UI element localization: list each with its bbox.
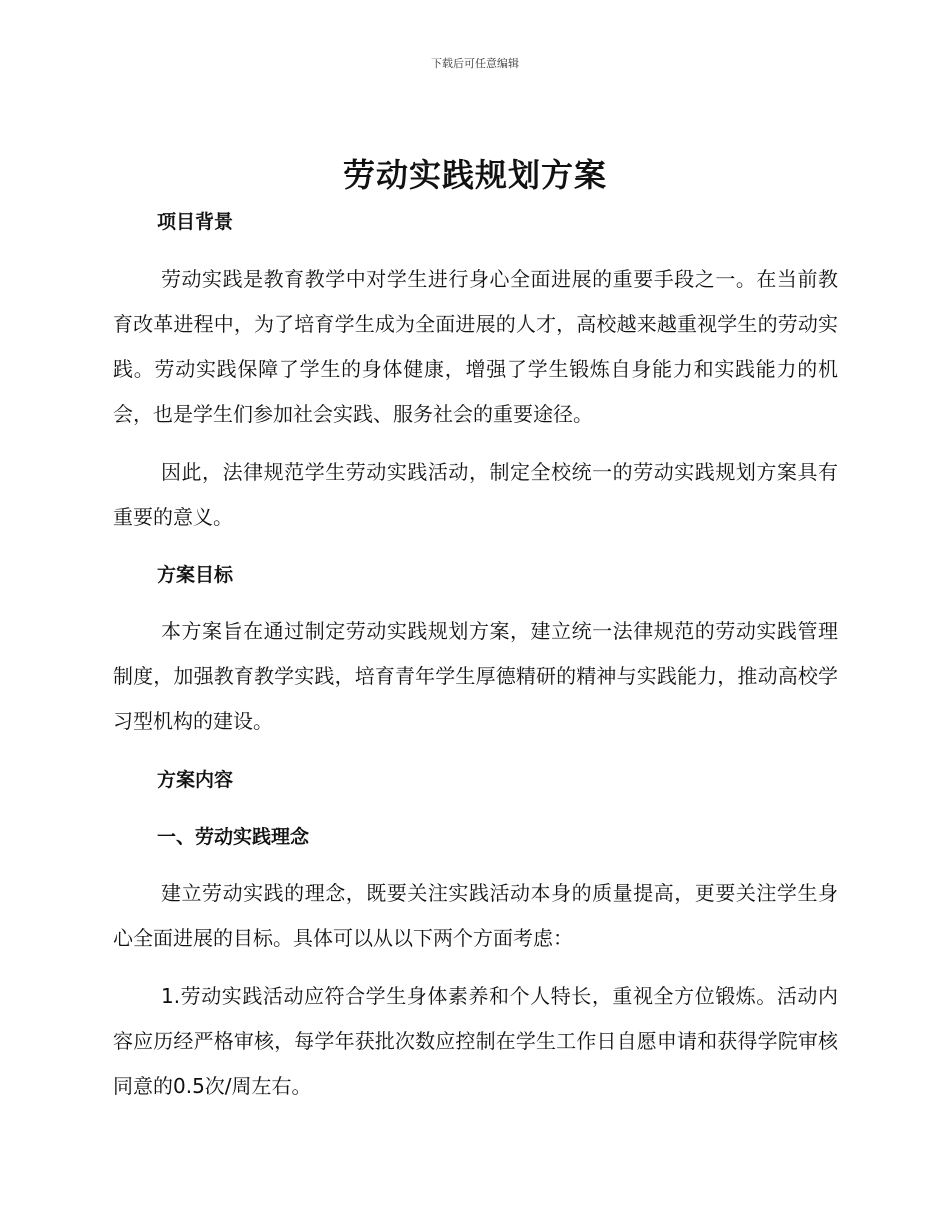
concept-paragraph-1: 建立劳动实践的理念，既要关注实践活动本身的质量提高，更要关注学生身心全面进展的目标。具体可以从以下两个方面考虑： [113, 881, 838, 950]
header-note: 下载后可任意编辑 [431, 57, 519, 70]
section-heading-goal: 方案目标 [157, 564, 234, 586]
subsection-heading-concept: 一、劳动实践理念 [157, 826, 310, 848]
section-heading-content: 方案内容 [157, 769, 234, 791]
background-paragraph-2: 因此，法律规范学生劳动实践活动，制定全校统一的劳动实践规划方案具有重要的意义。 [113, 460, 838, 529]
background-paragraph-1: 劳动实践是教育教学中对学生进行身心全面进展的重要手段之一。在当前教育改革进程中，为了培育学生成为全面进展的人才，高校越来越重视学生的劳动实践。劳动实践保障了学生的身体健康，增强了学生锻炼自身能力和实践能力的机会，也是学生们参加社会实践、服务社会的重要途径。 [113, 267, 838, 426]
goal-paragraph-1: 本方案旨在通过制定劳动实践规划方案，建立统一法律规范的劳动实践管理制度，加强教育教学实践，培育青年学生厚德精研的精神与实践能力，推动高校学习型机构的建设。 [113, 619, 838, 733]
document-title: 劳动实践规划方案 [342, 156, 607, 194]
section-heading-background: 项目背景 [157, 211, 234, 233]
concept-paragraph-2: 1.劳动实践活动应符合学生身体素养和个人特长，重视全方位锻炼。活动内容应历经严格审核，每学年获批次数应控制在学生工作日自愿申请和获得学院审核同意的0.5次/周左右。 [113, 984, 838, 1098]
